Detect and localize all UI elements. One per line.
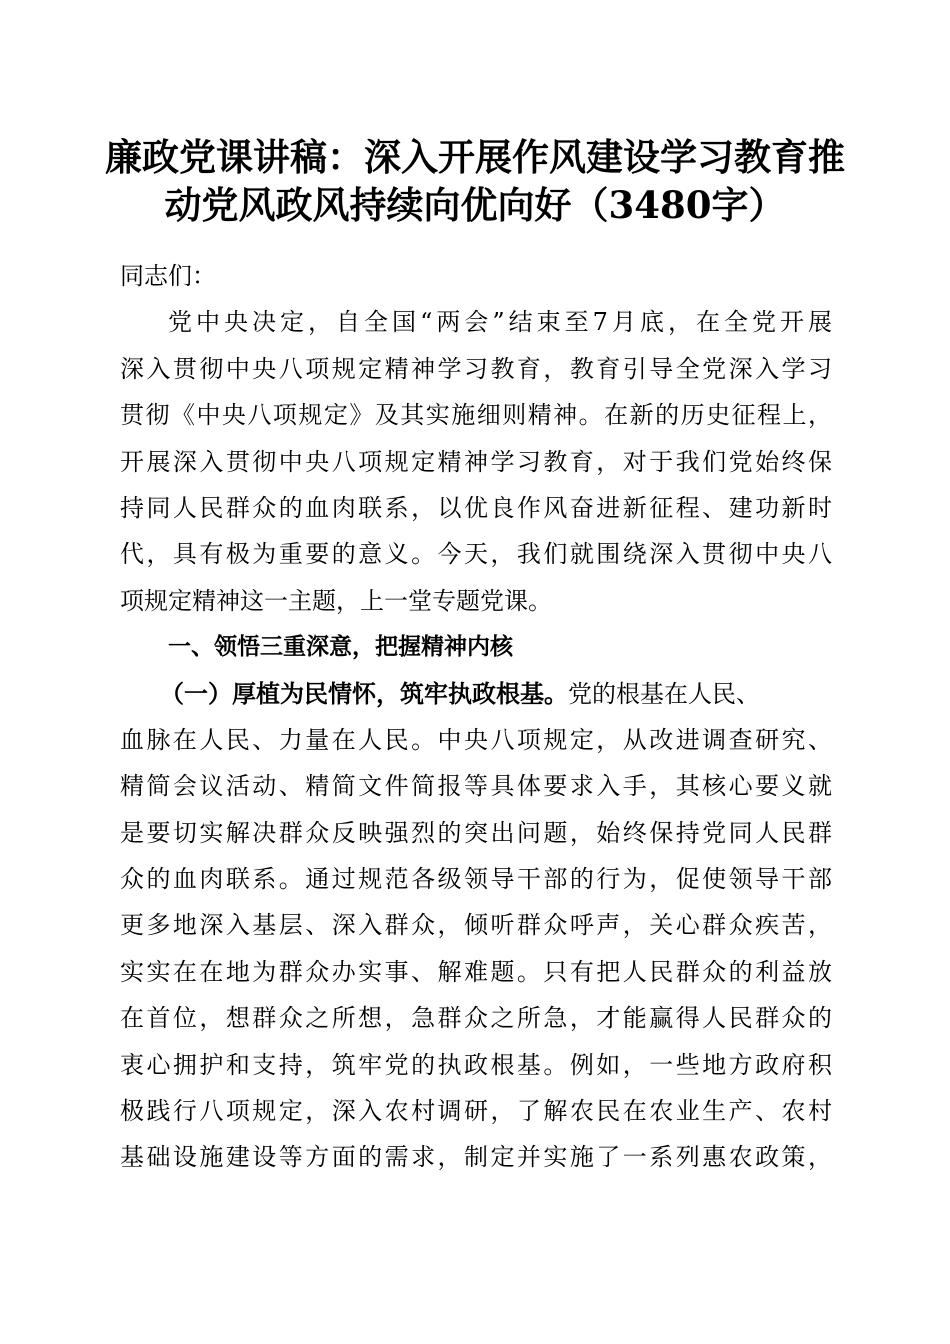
intro-line-1: 党中央决定，自全国“两会”结束至7月底，在全党开展 — [168, 308, 832, 337]
intro-line-5: 持同人民群众的血肉联系，以优良作风奋进新征程、建功新时 — [120, 493, 832, 522]
subsection-line-2: 血脉在人民、力量在人民。中央八项规定，从改进调查研究、 — [120, 725, 832, 754]
intro-line-2: 深入贯彻中央八项规定精神学习教育，教育引导全党深入学习 — [120, 354, 832, 383]
subsection-first-line-rest: 党的根基在人民、 — [568, 679, 760, 708]
section-heading: 一、领悟三重深意，把握精神内核 — [168, 634, 513, 661]
subsection-line-4: 是要切实解决群众反映强烈的突出问题，始终保持党同人民群 — [120, 818, 832, 847]
title-line-2: 动党风政风持续向优向好（3480字） — [164, 183, 786, 227]
subsection-first-line — [120, 671, 832, 717]
subsection-line-3: 精简会议活动、精简文件简报等具体要求入手，其核心要义就 — [120, 772, 832, 801]
title-line-1: 廉政党课讲稿：深入开展作风建设学习教育推 — [105, 135, 845, 179]
intro-line-4: 开展深入贯彻中央八项规定精神学习教育，对于我们党始终保 — [120, 447, 832, 476]
subsection-line-7: 实实在在地为群众办实事、解难题。只有把人民群众的利益放 — [120, 957, 832, 986]
subsection-line-11: 基础设施建设等方面的需求，制定并实施了一系列惠农政策， — [120, 1143, 832, 1172]
subsection-heading: （一）厚植为民情怀，筑牢执政根基。 — [160, 678, 568, 708]
document-title — [100, 133, 850, 229]
subsection-line-9: 衷心拥护和支持，筑牢党的执政根基。例如，一些地方政府积 — [120, 1050, 832, 1079]
intro-line-6: 代，具有极为重要的意义。今天，我们就围绕深入贯彻中央八 — [120, 540, 832, 569]
subsection-line-5: 众的血肉联系。通过规范各级领导干部的行为，促使领导干部 — [120, 865, 832, 894]
intro-line-3: 贯彻《中央八项规定》及其实施细则精神。在新的历史征程上， — [120, 401, 832, 430]
document-body — [120, 253, 832, 1181]
subsection-line-6: 更多地深入基层、深入群众，倾听群众呼声，关心群众疾苦， — [120, 911, 832, 940]
salutation: 同志们： — [120, 262, 216, 290]
intro-line-7: 项规定精神这一主题，上一堂专题党课。 — [120, 586, 552, 615]
subsection-line-10: 极践行八项规定，深入农村调研，了解农民在农业生产、农村 — [120, 1097, 832, 1126]
subsection-line-8: 在首位，想群众之所想，急群众之所急，才能赢得人民群众的 — [120, 1004, 832, 1033]
